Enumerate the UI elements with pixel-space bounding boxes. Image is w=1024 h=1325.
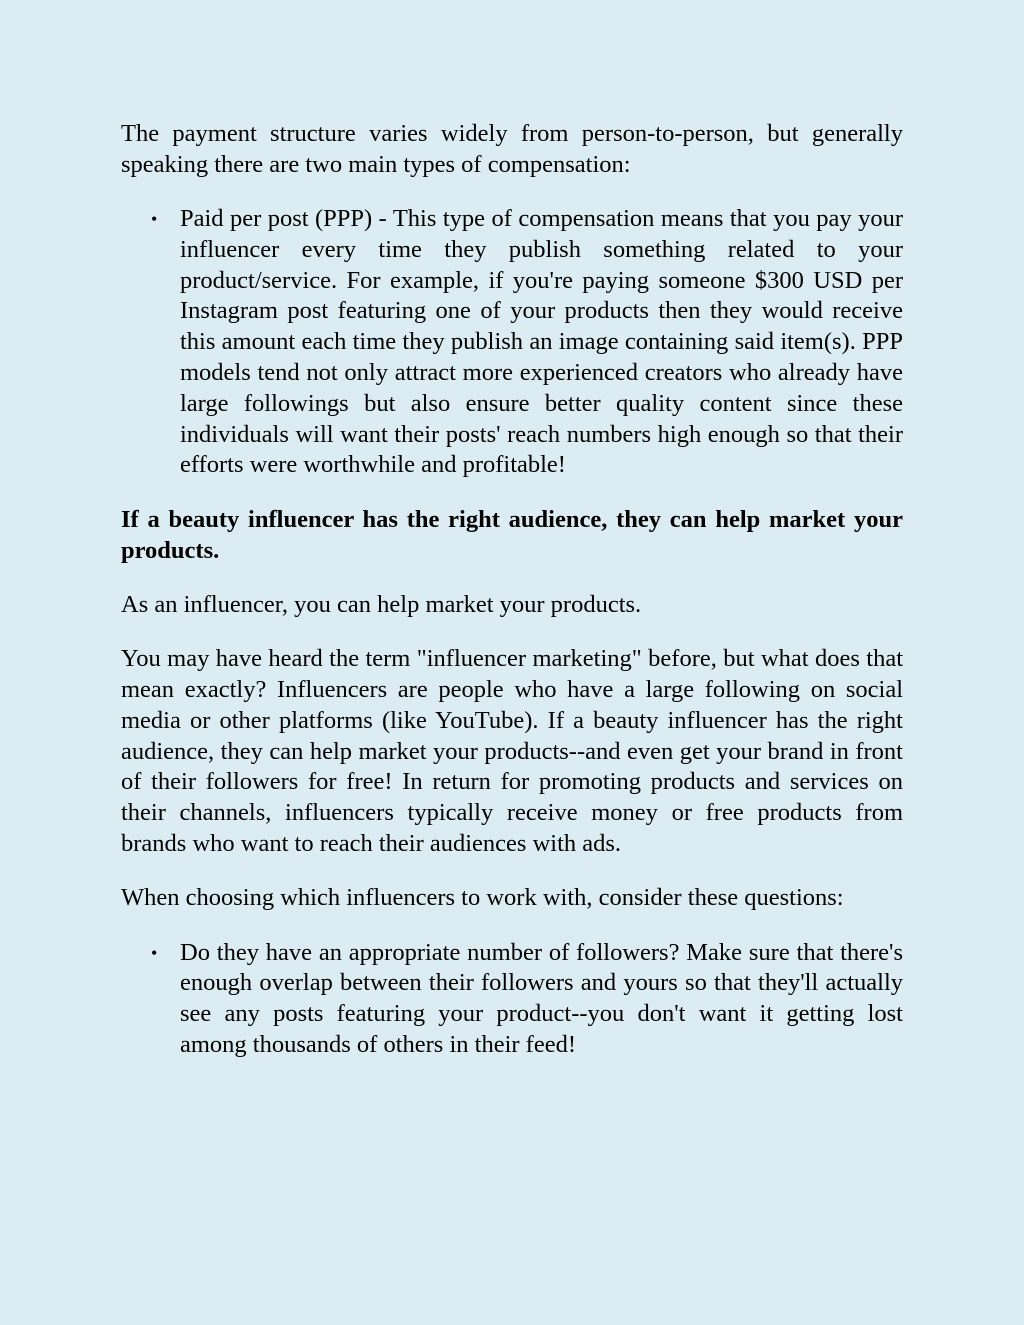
section-heading: If a beauty influencer has the right audience, they can help market your products. (121, 505, 903, 564)
list-item (121, 204, 903, 481)
body-paragraph: You may have heard the term "influencer marketing" before, but what does that mean exactly? Influencers are people who have a large following on social media or other platforms (like YouTube). If a beauty influencer has the right audience, they can help market your products--and even get your brand in front of their followers for free! In return for promoting products and services on their channels, influencers typically receive money or free products from brands who want to reach their audiences with ads. (121, 645, 903, 857)
body-paragraph: As an influencer, you can help market your products. (121, 590, 642, 618)
intro-paragraph: The payment structure varies widely from person-to-person, but generally speaking there are two main types of compensation: (121, 120, 903, 178)
compensation-list (121, 204, 903, 481)
body-paragraph: When choosing which influencers to work with, consider these questions: (121, 884, 844, 912)
list-item-text: Do they have an appropriate number of followers? Make sure that there's enough overlap between their followers and yours so that they'll actually see any posts featuring your product--you don't want it getting lost among thousands of others in their feed! (180, 938, 903, 1058)
questions-list (121, 938, 903, 1061)
bullet-icon: • (151, 209, 158, 230)
list-item-text: Paid per post (PPP) - This type of compensation means that you pay your influencer every time they publish something related to your product/service. For example, if you're paying someone $300 USD per Instagram post featuring one of your products then they would receive this amount each time they publish an image containing said item(s). PPP models tend not only attract more experienced creators who already have large followings but also ensure better quality content since these individuals will want their posts' reach numbers high enough so that their efforts were worthwhile and profitable! (180, 205, 903, 479)
list-item (121, 938, 903, 1061)
bullet-icon: • (151, 942, 158, 963)
